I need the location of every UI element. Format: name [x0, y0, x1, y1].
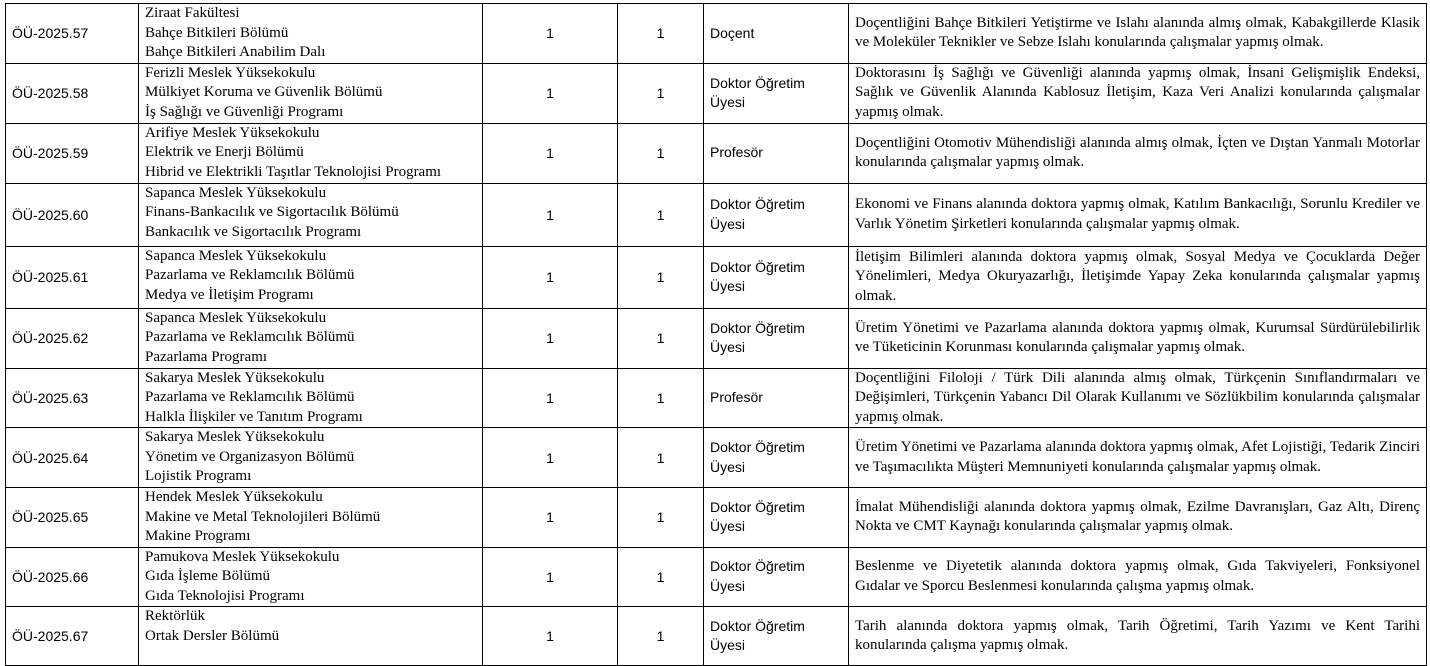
position-code: ÖÜ-2025.66 — [6, 547, 139, 607]
requirement-description: Beslenme ve Diyetetik alanında doktora yapmış olmak, Gıda Takviyeleri, Fonksiyonel Gıdalar ve Sporcu Beslenmesi konularında çalışma yapmış olmak. — [849, 547, 1427, 607]
unit-line: Ziraat Fakültesi — [145, 5, 240, 21]
count-a: 1 — [483, 488, 618, 548]
academic-title: Profesör — [704, 123, 849, 183]
academic-title: Doktor Öğretim Üyesi — [704, 246, 849, 308]
unit-line: Sakarya Meslek Yüksekokulu — [145, 369, 325, 386]
count-b: 1 — [618, 123, 704, 183]
count-a: 1 — [483, 547, 618, 607]
academic-title: Doktor Öğretim Üyesi — [704, 63, 849, 123]
unit-cell — [139, 246, 483, 308]
unit-line: Pazarlama ve Reklamcılık Bölümü — [145, 389, 355, 405]
unit-line: Hendek Meslek Yüksekokulu — [145, 489, 323, 505]
table-row — [6, 607, 1427, 666]
count-b: 1 — [618, 63, 704, 123]
academic-title: Doktor Öğretim Üyesi — [704, 607, 849, 666]
requirement-description: Ekonomi ve Finans alanında doktora yapmış olmak, Katılım Bankacılığı, Sorunlu Krediler ve Varlık Yönetim Şirketleri konularında çalışmalar yapmış olmak. — [849, 183, 1427, 246]
count-a: 1 — [483, 4, 618, 64]
count-a: 1 — [483, 123, 618, 183]
position-code: ÖÜ-2025.59 — [6, 123, 139, 183]
requirement-description: Üretim Yönetimi ve Pazarlama alanında doktora yapmış olmak, Afet Lojistiği, Tedarik Zinciri ve Taşımacılıkta Müşteri Memnuniyeti konularında çalışmalar yapmış olmak. — [849, 428, 1427, 488]
requirement-description: Tarih alanında doktora yapmış olmak, Tarih Öğretimi, Tarih Yazımı ve Kent Tarihi konularında çalışma yapmış olmak. — [849, 607, 1427, 666]
table-row — [6, 547, 1427, 607]
requirement-description: Doçentliğini Filoloji / Türk Dili alanında almış olmak, Türkçenin Sınıflandırmaları ve Değişimleri, Türkçenin Yabancı Dil Olarak Kullanımı ve Sözlükbilim konularında çalışmalar yapmış olmak. — [849, 368, 1427, 428]
count-b: 1 — [618, 547, 704, 607]
unit-cell — [139, 488, 483, 548]
unit-line: Bankacılık ve Sigortacılık Programı — [145, 223, 362, 240]
count-a: 1 — [483, 368, 618, 428]
unit-line: Gıda İşleme Bölümü — [145, 568, 270, 584]
table-row — [6, 4, 1427, 64]
position-code: ÖÜ-2025.61 — [6, 246, 139, 308]
unit-line: Ortak Dersler Bölümü — [145, 627, 280, 644]
unit-cell — [139, 123, 483, 183]
academic-title: Doktor Öğretim Üyesi — [704, 308, 849, 368]
unit-cell — [139, 607, 483, 666]
unit-line: Bahçe Bitkileri Bölümü — [145, 24, 289, 41]
unit-line: İş Sağlığı ve Güvenliği Programı — [145, 103, 344, 120]
count-b: 1 — [618, 607, 704, 666]
unit-cell — [139, 308, 483, 368]
table-row — [6, 123, 1427, 183]
unit-line: Hibrid ve Elektrikli Taşıtlar Teknolojisi Programı — [145, 163, 442, 180]
unit-line: Yönetim ve Organizasyon Bölümü — [145, 448, 355, 465]
academic-title: Doktor Öğretim Üyesi — [704, 488, 849, 548]
position-code: ÖÜ-2025.58 — [6, 63, 139, 123]
position-code: ÖÜ-2025.62 — [6, 308, 139, 368]
positions-table-body — [6, 4, 1427, 666]
academic-title: Doktor Öğretim Üyesi — [704, 428, 849, 488]
requirement-description: Doçentliğini Bahçe Bitkileri Yetiştirme ve Islahı alanında almış olmak, Kabakgillerde Klasik ve Moleküler Teknikler ve Sebze Islahı konularında çalışmalar yapmış olmak. — [849, 4, 1427, 64]
requirement-description: Doktorasını İş Sağlığı ve Güvenliği alanında yapmış olmak, İnsani Gelişmişlik Endeksi, Sağlık ve Güvenlik Alanında Kablosuz İletişim, Kaza Veri Analizi konularında çalışmalar yapmış olmak. — [849, 63, 1427, 123]
unit-line: Pazarlama ve Reklamcılık Bölümü — [145, 329, 355, 345]
count-a: 1 — [483, 607, 618, 666]
position-code: ÖÜ-2025.63 — [6, 368, 139, 428]
count-b: 1 — [618, 368, 704, 428]
unit-line: Pazarlama Programı — [145, 348, 268, 365]
table-row — [6, 368, 1427, 428]
academic-title: Profesör — [704, 368, 849, 428]
unit-cell — [139, 547, 483, 607]
unit-line: Finans-Bankacılık ve Sigortacılık Bölümü — [145, 204, 399, 220]
unit-line: Bahçe Bitkileri Anabilim Dalı — [145, 44, 326, 60]
unit-line: Sapanca Meslek Yüksekokulu — [145, 309, 327, 326]
count-b: 1 — [618, 428, 704, 488]
count-b: 1 — [618, 183, 704, 246]
position-code: ÖÜ-2025.67 — [6, 607, 139, 666]
unit-line: Pamukova Meslek Yüksekokulu — [145, 548, 340, 565]
count-a: 1 — [483, 63, 618, 123]
unit-cell — [139, 428, 483, 488]
count-a: 1 — [483, 308, 618, 368]
positions-table — [5, 3, 1427, 666]
unit-line: Lojistik Programı — [145, 468, 252, 484]
table-row — [6, 183, 1427, 246]
unit-line: Mülkiyet Koruma ve Güvenlik Bölümü — [145, 84, 383, 100]
requirement-description: Doçentliğini Otomotiv Mühendisliği alanında almış olmak, İçten ve Dıştan Yanmalı Motorlar konularında çalışmalar yapmış olmak. — [849, 123, 1427, 183]
position-code: ÖÜ-2025.57 — [6, 4, 139, 64]
count-a: 1 — [483, 246, 618, 308]
requirement-description: İmalat Mühendisliği alanında doktora yapmış olmak, Ezilme Davranışları, Gaz Altı, Direnç Nokta ve CMT Kaynağı konularında çalışmalar yapmış olmak. — [849, 488, 1427, 548]
unit-line: Pazarlama ve Reklamcılık Bölümü — [145, 267, 355, 283]
unit-line: Makine ve Metal Teknolojileri Bölümü — [145, 508, 381, 525]
academic-title: Doçent — [704, 4, 849, 64]
unit-line: Sapanca Meslek Yüksekokulu — [145, 184, 327, 201]
unit-line: Halkla İlişkiler ve Tanıtım Programı — [145, 408, 363, 425]
unit-cell — [139, 63, 483, 123]
count-a: 1 — [483, 183, 618, 246]
unit-cell — [139, 368, 483, 428]
unit-line: Medya ve İletişim Programı — [145, 286, 314, 303]
unit-line: Gıda Teknolojisi Programı — [145, 587, 305, 604]
academic-title: Doktor Öğretim Üyesi — [704, 547, 849, 607]
table-row — [6, 488, 1427, 548]
count-b: 1 — [618, 488, 704, 548]
position-code: ÖÜ-2025.60 — [6, 183, 139, 246]
unit-line: Sapanca Meslek Yüksekokulu — [145, 247, 327, 264]
unit-line: Ferizli Meslek Yüksekokulu — [145, 64, 316, 81]
unit-line: Makine Programı — [145, 528, 251, 544]
requirement-description: Üretim Yönetimi ve Pazarlama alanında doktora yapmış olmak, Kurumsal Sürdürülebilirlik ve Tüketicinin Korunması konularında çalışmalar yapmış olmak. — [849, 308, 1427, 368]
unit-line: Elektrik ve Enerji Bölümü — [145, 144, 304, 160]
count-b: 1 — [618, 308, 704, 368]
count-b: 1 — [618, 4, 704, 64]
academic-title: Doktor Öğretim Üyesi — [704, 183, 849, 246]
count-a: 1 — [483, 428, 618, 488]
unit-line: Rektörlük — [145, 608, 205, 624]
table-row — [6, 246, 1427, 308]
table-row — [6, 63, 1427, 123]
unit-cell — [139, 4, 483, 64]
position-code: ÖÜ-2025.64 — [6, 428, 139, 488]
table-row — [6, 428, 1427, 488]
unit-cell — [139, 183, 483, 246]
unit-line: Arifiye Meslek Yüksekokulu — [145, 124, 320, 141]
position-code: ÖÜ-2025.65 — [6, 488, 139, 548]
table-row — [6, 308, 1427, 368]
unit-line: Sakarya Meslek Yüksekokulu — [145, 429, 325, 445]
requirement-description: İletişim Bilimleri alanında doktora yapmış olmak, Sosyal Medya ve Çocuklarda Değer Yönelimleri, Medya Okuryazarlığı, İletişimde Yapay Zeka konularında çalışmalar yapmış olmak. — [849, 246, 1427, 308]
count-b: 1 — [618, 246, 704, 308]
